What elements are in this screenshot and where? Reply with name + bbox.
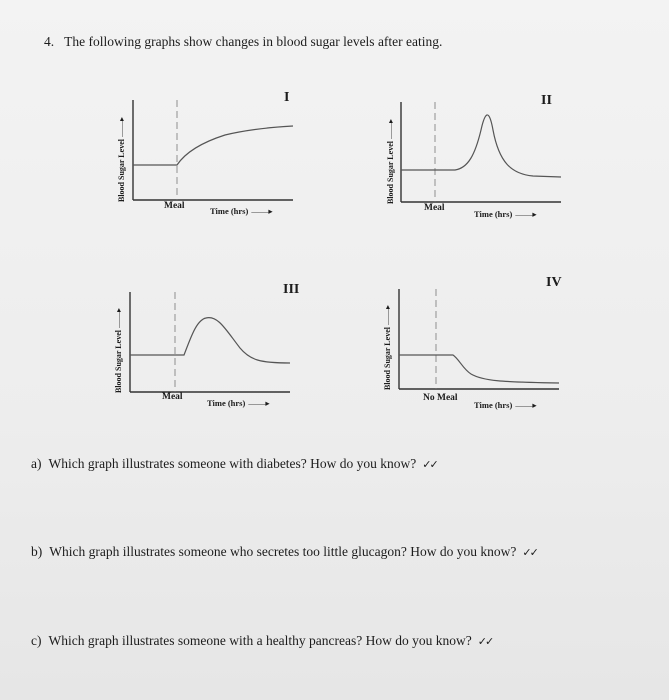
graph-1-label: I	[284, 90, 290, 105]
graph-4-curve	[399, 355, 559, 383]
question-b-marks: ✓✓	[522, 546, 537, 559]
question-c-text: Which graph illustrates someone with a healthy pancreas? How do you know?	[48, 633, 472, 648]
question-c-marks: ✓✓	[477, 635, 493, 648]
graph-3-plot	[122, 290, 292, 395]
question-a-text: Which graph illustrates someone with diabetes? How do you know?	[48, 456, 417, 471]
graph-3-curve	[130, 318, 290, 363]
question-a-marks: ✓✓	[422, 458, 437, 471]
graph-4-meal-label: No Meal	[423, 393, 458, 403]
graph-4-y-axis-label: Blood Sugar Level ——▸	[383, 305, 392, 390]
question-c-letter: c)	[31, 633, 42, 648]
graph-4	[391, 287, 561, 392]
question-b	[31, 544, 537, 560]
graph-2	[393, 100, 563, 205]
graph-2-label: II	[541, 93, 552, 108]
graph-3-label: III	[283, 282, 300, 297]
graph-2-time-label: Time (hrs) ——▸	[474, 209, 537, 219]
graph-2-curve	[401, 115, 561, 177]
graph-4-label: IV	[546, 275, 562, 290]
graph-4-plot	[391, 287, 561, 392]
graph-1-curve	[133, 126, 293, 165]
question-number: 4.	[44, 34, 55, 49]
graph-1-plot	[125, 98, 295, 203]
graph-3-time-label: Time (hrs) ——▸	[207, 398, 270, 408]
graph-4-time-label: Time (hrs) ——▸	[474, 400, 537, 410]
graph-1-y-axis-label: Blood Sugar Level ——▸	[117, 117, 126, 202]
graph-1-time-label: Time (hrs) ——▸	[210, 206, 273, 216]
question-heading	[44, 34, 442, 50]
question-b-letter: b)	[31, 544, 43, 559]
graph-2-meal-label: Meal	[424, 203, 445, 213]
graph-1	[125, 98, 295, 203]
graph-3	[122, 290, 292, 395]
graph-1-meal-label: Meal	[164, 201, 185, 211]
question-prompt: The following graphs show changes in blood sugar levels after eating.	[64, 34, 443, 49]
graph-3-meal-label: Meal	[162, 392, 183, 402]
question-a	[31, 456, 437, 472]
question-b-text: Which graph illustrates someone who secretes too little glucagon? How do you know?	[49, 544, 517, 559]
graph-3-y-axis-label: Blood Sugar Level ——▸	[114, 308, 123, 393]
graph-2-plot	[393, 100, 563, 205]
graph-2-y-axis-label: Blood Sugar Level ——▸	[386, 119, 395, 204]
question-c	[31, 633, 492, 649]
question-a-letter: a)	[31, 456, 42, 471]
